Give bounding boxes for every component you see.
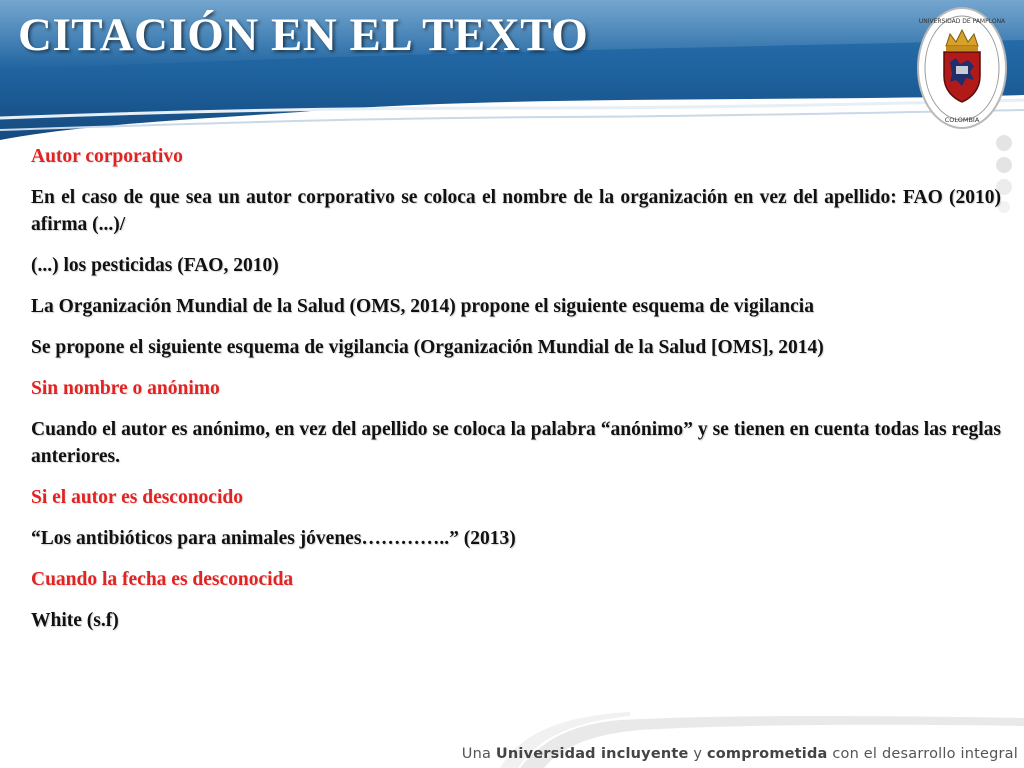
university-seal-logo bbox=[916, 6, 1008, 130]
section-heading-anonymous: Sin nombre o anónimo bbox=[31, 378, 220, 399]
svg-text:COLOMBIA: COLOMBIA bbox=[944, 116, 980, 124]
tagline-part: con el desarrollo integral bbox=[827, 746, 1018, 762]
paragraph-oms-parenthetical: Se propone el siguiente esquema de vigilancia (Organización Mundial de la Salud [OMS], 2014) bbox=[31, 337, 824, 358]
section-heading-corporate-author: Autor corporativo bbox=[31, 146, 183, 167]
paragraph-anonymous: Cuando el autor es anónimo, en vez del apellido se coloca la palabra “anónimo” y se tienen en cuenta todas las reglas anteriores. bbox=[31, 419, 1001, 467]
section-heading-unknown-date: Cuando la fecha es desconocida bbox=[31, 569, 294, 590]
tagline-emphasis: comprometida bbox=[706, 746, 828, 762]
footer-tagline bbox=[462, 746, 1018, 762]
section-heading-unknown-author: Si el autor es desconocido bbox=[31, 487, 243, 508]
paragraph-pesticides: (...) los pesticidas (FAO, 2010) bbox=[31, 255, 279, 276]
paragraph-unknown-date: White (s.f) bbox=[31, 610, 119, 631]
paragraph-unknown-author: “Los antibióticos para animales jóvenes…………..” (2013) bbox=[31, 528, 516, 549]
slide-title: CITACIÓN EN EL TEXTO bbox=[18, 9, 589, 61]
tagline-part: y bbox=[688, 746, 707, 762]
svg-text:UNIVERSIDAD DE PAMPLONA: UNIVERSIDAD DE PAMPLONA bbox=[918, 18, 1006, 25]
slide-body bbox=[31, 143, 1001, 648]
paragraph-corporate-author: En el caso de que sea un autor corporativo se coloca el nombre de la organización en vez del apellido: FAO (2010) afirma (...)/ bbox=[31, 187, 1001, 235]
paragraph-oms-narrative: La Organización Mundial de la Salud (OMS, 2014) propone el siguiente esquema de vigilancia bbox=[31, 296, 814, 317]
tagline-part: Una bbox=[461, 746, 496, 762]
tagline-emphasis: Universidad incluyente bbox=[495, 746, 689, 762]
